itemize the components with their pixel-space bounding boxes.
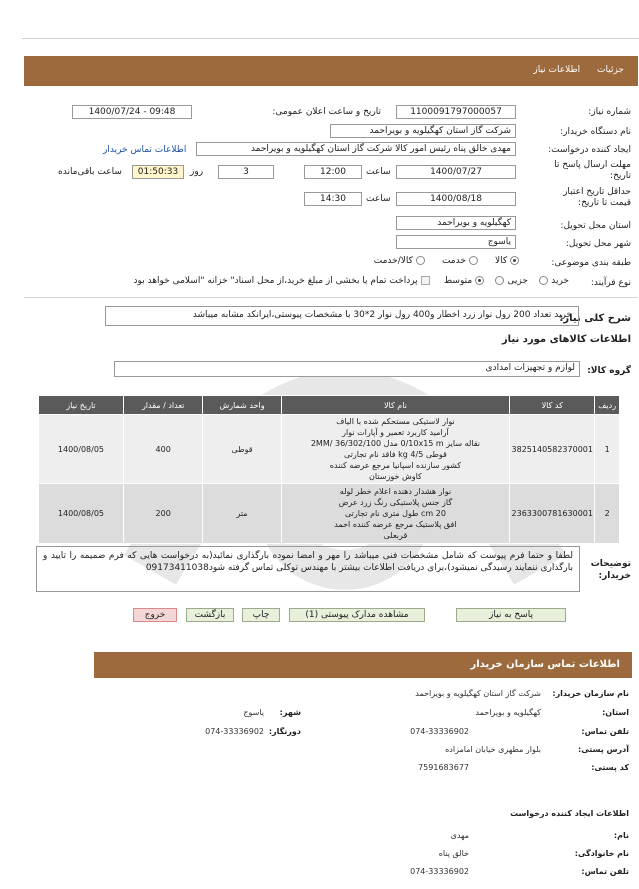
contact-province-label: استان:	[602, 708, 629, 717]
col-code: کد کالا	[510, 396, 595, 415]
process-buy-label: خرید	[551, 276, 569, 286]
nav-need-info[interactable]: اطلاعات نیاز	[533, 65, 581, 75]
table-row	[39, 484, 620, 544]
goods-table	[38, 395, 620, 544]
col-row: ردیف	[595, 396, 620, 415]
creator-field: مهدی خالق پناه رئیس امور کالا شرکت گاز استان کهگیلویه و بویراحمد	[196, 142, 516, 156]
day-label: روز	[190, 167, 204, 177]
col-date: تاریخ نیاز	[39, 396, 124, 415]
province-label: استان محل تحویل:	[560, 221, 631, 231]
process-label: نوع فرآیند:	[590, 278, 631, 288]
row-index: 2	[595, 484, 620, 544]
item-date: 1400/08/05	[39, 415, 124, 484]
category-radio-goods[interactable]	[510, 256, 519, 265]
contact-postal: 7591683677	[418, 763, 469, 772]
requester-family: خالق پناه	[438, 849, 469, 858]
table-row	[39, 415, 620, 484]
contact-org: شرکت گاز استان کهگیلویه و بویراحمد	[415, 689, 541, 698]
item-code: 3825140582370001	[510, 415, 595, 484]
process-radio-medium[interactable]	[475, 276, 484, 285]
requester-phone: 074-33336902	[410, 867, 469, 876]
category-radio-service[interactable]	[469, 256, 478, 265]
province-field: کهگیلویه و بویراحمد	[396, 216, 516, 230]
goods-group-label: گروه کالا:	[587, 366, 631, 376]
city-label: شهر محل تحویل:	[565, 239, 631, 249]
category-label: طبقه بندی موضوعی:	[551, 258, 631, 268]
col-qty: تعداد / مقدار	[123, 396, 203, 415]
item-code: 2363300781630001	[510, 484, 595, 544]
nav-details[interactable]: جزئیات	[597, 65, 624, 75]
process-radio-minor[interactable]	[495, 276, 504, 285]
print-button[interactable]: چاپ	[242, 608, 280, 622]
process-medium-label: متوسط	[443, 276, 473, 286]
days-field: 3	[218, 165, 274, 179]
category-goods-label: کالا	[494, 256, 508, 266]
section-divider	[24, 297, 638, 298]
contact-address: بلوار مطهری خیابان امامزاده	[445, 745, 541, 754]
contact-org-label: نام سازمان خریدار:	[552, 689, 629, 698]
buyer-org-field: شرکت گاز استان کهگیلویه و بویراحمد	[330, 124, 516, 138]
item-qty: 400	[123, 415, 203, 484]
buyer-org-label: نام دستگاه خریدار:	[560, 127, 631, 137]
item-name: نوار هشدار دهنده اعلام خطر لوله گاز جنس پلاستیکی رنگ زرد عرض 20 cm طول متری نام تجارتی افق پلاستیک مرجع عرضه کننده احمد قربعلی	[281, 484, 510, 544]
deadline-time-label: ساعت	[366, 167, 391, 177]
contact-postal-label: کد پستی:	[591, 763, 629, 772]
contact-fax: 074-33336902	[205, 727, 264, 736]
item-qty: 200	[123, 484, 203, 544]
header-bar	[24, 56, 638, 86]
goods-title: اطلاعات کالاهای مورد نیاز	[501, 334, 631, 345]
contact-phone-label: تلفن تماس:	[581, 727, 629, 736]
requester-phone-label: تلفن تماس:	[581, 867, 629, 876]
deadline-date-field: 1400/07/27	[396, 165, 516, 179]
item-date: 1400/08/05	[39, 484, 124, 544]
row-index: 1	[595, 415, 620, 484]
validity-date-field: 1400/08/18	[396, 192, 516, 206]
payment-checkbox[interactable]	[421, 276, 430, 285]
category-both-label: کالا/خدمت	[373, 256, 413, 266]
item-unit: قوطی	[203, 415, 281, 484]
remaining-label: ساعت باقی‌مانده	[58, 167, 122, 177]
validity-time-label: ساعت	[366, 194, 391, 204]
contact-province: کهگیلویه و بویراحمد	[475, 708, 541, 717]
contact-phone: 074-33336902	[410, 727, 469, 736]
back-button[interactable]: بازگشت	[186, 608, 234, 622]
need-number-field: 1100091797000057	[396, 105, 516, 119]
contact-header-bar	[94, 652, 632, 678]
buyer-notes-label: توضیحات خریدار:	[590, 559, 631, 581]
deadline-label: مهلت ارسال پاسخ تا تاریخ:	[554, 160, 631, 181]
contact-title: اطلاعات تماس سازمان خریدار	[470, 659, 620, 670]
buyer-notes-field: لطفا و حتما فرم پیوست که شامل مشخصات فنی میباشد را مهر و امضا نموده بارگذاری نمائید(به درخواست هایی که فرم ضمیمه را تایید و بارگذاری ننمایند رسیدگی نمیشود)،برای دریافت اطلاعات بیشتر با مهندس توکلی تماس گرفته شود09173411038	[36, 546, 580, 592]
top-divider	[22, 38, 639, 39]
need-number-label: شماره نیاز:	[588, 107, 631, 117]
item-unit: متر	[203, 484, 281, 544]
contact-fax-label: دورنگار:	[268, 727, 301, 736]
summary-label: شرح کلی نیاز:	[559, 313, 631, 324]
col-unit: واحد شمارش	[203, 396, 281, 415]
requester-family-label: نام خانوادگی:	[574, 849, 629, 858]
contact-city: یاسوج	[243, 708, 264, 717]
announce-label: تاریخ و ساعت اعلان عمومی:	[272, 107, 381, 117]
buyer-contact-link[interactable]: اطلاعات تماس خریدار	[103, 145, 187, 155]
remaining-time-field: 01:50:33	[132, 165, 184, 179]
requester-name: مهدی	[450, 831, 469, 840]
goods-group-field: لوازم و تجهیزات امدادی	[114, 361, 580, 377]
process-radio-buy[interactable]	[539, 276, 548, 285]
contact-city-label: شهر:	[279, 708, 301, 717]
city-field: یاسوج	[396, 235, 516, 249]
announce-field: 1400/07/24 - 09:48	[72, 105, 192, 119]
requester-name-label: نام:	[613, 831, 629, 840]
item-name: نوار لاستیکی مستحکم شده با الیاف آرامید کاربرد تعمیر و آپارات نوار نقاله سایز 0/10x15 m مدل 36/302/100 /2MM قوطی 4/5 kg فاقد نام تجارتی کشور سازنده اسپانیا مرجع عرضه کننده کاوش خوزستان	[281, 415, 510, 484]
summary-field: خرید تعداد 200 رول نوار زرد اخطار و400 رول نوار 2*30 با مشخصات پیوستی،ایرانکد مشابه میباشد	[105, 306, 579, 326]
category-service-label: خدمت	[441, 256, 466, 266]
reply-button[interactable]: پاسخ به نیاز	[456, 608, 566, 622]
exit-button[interactable]: خروج	[133, 608, 177, 622]
view-attachments-button[interactable]: مشاهده مدارک پیوستی (1)	[289, 608, 425, 622]
requester-title: اطلاعات ایجاد کننده درخواست	[510, 809, 629, 818]
creator-label: ایجاد کننده درخواست:	[548, 145, 631, 155]
payment-note: پرداخت تمام یا بخشی از مبلغ خرید،از محل اسناد" خزانه "اسلامی خواهد بود	[133, 276, 418, 286]
validity-time-field: 14:30	[304, 192, 362, 206]
category-radio-both[interactable]	[416, 256, 425, 265]
contact-address-label: آدرس پستی:	[578, 745, 629, 754]
validity-label: حداقل تاریخ اعتبار قیمت تا تاریخ:	[563, 187, 631, 208]
col-name: نام کالا	[281, 396, 510, 415]
process-minor-label: جزیی	[507, 276, 528, 286]
deadline-time-field: 12:00	[304, 165, 362, 179]
